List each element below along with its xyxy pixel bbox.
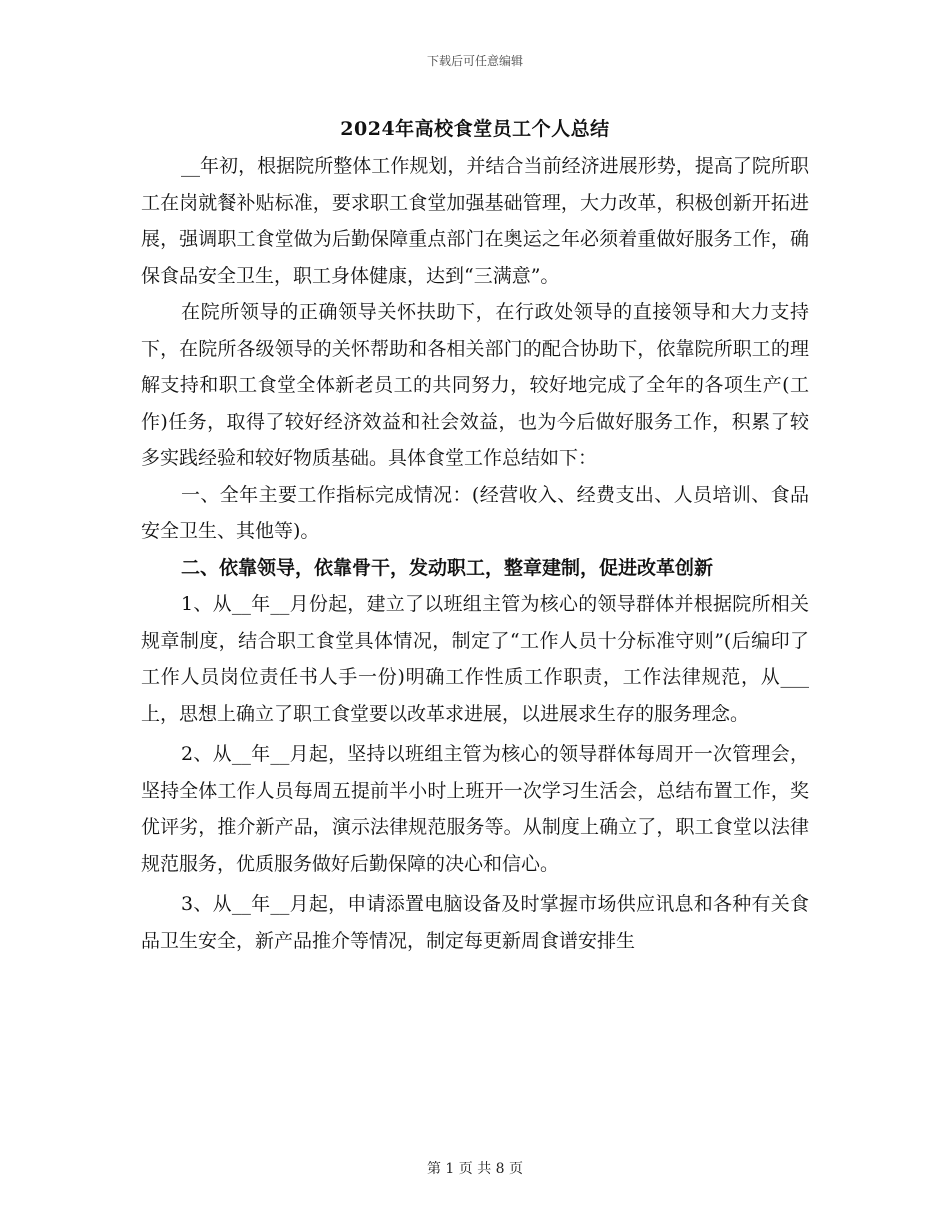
paragraph-item-2: 2、从__年__月起，坚持以班组主管为核心的领导群体每周开一次管理会，坚持全体工作人员每周五提前半小时上班开一次学习生活会，总结布置工作，奖优评劣，推介新产品，演示法律规范服务等。从制度上确立了，职工食堂以法律规范服务，优质服务做好后勤保障的决心和信心。 <box>141 743 809 875</box>
document-title: 2024年高校食堂员工个人总结 <box>340 118 610 140</box>
paragraph-intro: __年初，根据院所整体工作规划，并结合当前经济进展形势，提高了院所职工在岗就餐补贴标准，要求职工食堂加强基础管理，大力改革，积极创新开拓进展，强调职工食堂做为后勤保障重点部门在奥运之年必须着重做好服务工作，确保食品安全卫生，职工身体健康，达到“三满意”。 <box>141 155 809 287</box>
paragraph-item-3: 3、从__年__月起，申请添置电脑设备及时掌握市场供应讯息和各种有关食品卫生安全，新产品推介等情况，制定每更新周食谱安排生 <box>141 893 809 952</box>
paragraph-section-one: 一、全年主要工作指标完成情况：(经营收入、经费支出、人员培训、食品安全卫生、其他等)。 <box>141 483 809 542</box>
page-footer: 第 1 页 共 8 页 <box>426 1161 524 1177</box>
page-header: 下载后可任意编辑 <box>426 54 523 68</box>
paragraph-item-1: 1、从__年__月份起，建立了以班组主管为核心的领导群体并根据院所相关规章制度，结合职工食堂具体情况，制定了“工作人员十分标准守则”(后编印了工作人员岗位责任书人手一份)明确工作性质工作职责，工作法律规范，从___上，思想上确立了职工食堂要以改革求进展，以进展求生存的服务理念。 <box>141 593 809 725</box>
section-heading-two: 二、依靠领导，依靠骨干，发动职工，整章建制，促进改革创新 <box>181 556 714 579</box>
paragraph-support: 在院所领导的正确领导关怀扶助下，在行政处领导的直接领导和大力支持下，在院所各级领导的关怀帮助和各相关部门的配合协助下，依靠院所职工的理解支持和职工食堂全体新老员工的共同努力，较好地完成了全年的各项生产(工作)任务，取得了较好经济效益和社会效益，也为今后做好服务工作，积累了较多实践经验和较好物质基础。具体食堂工作总结如下： <box>141 301 809 469</box>
document-body <box>141 148 809 959</box>
